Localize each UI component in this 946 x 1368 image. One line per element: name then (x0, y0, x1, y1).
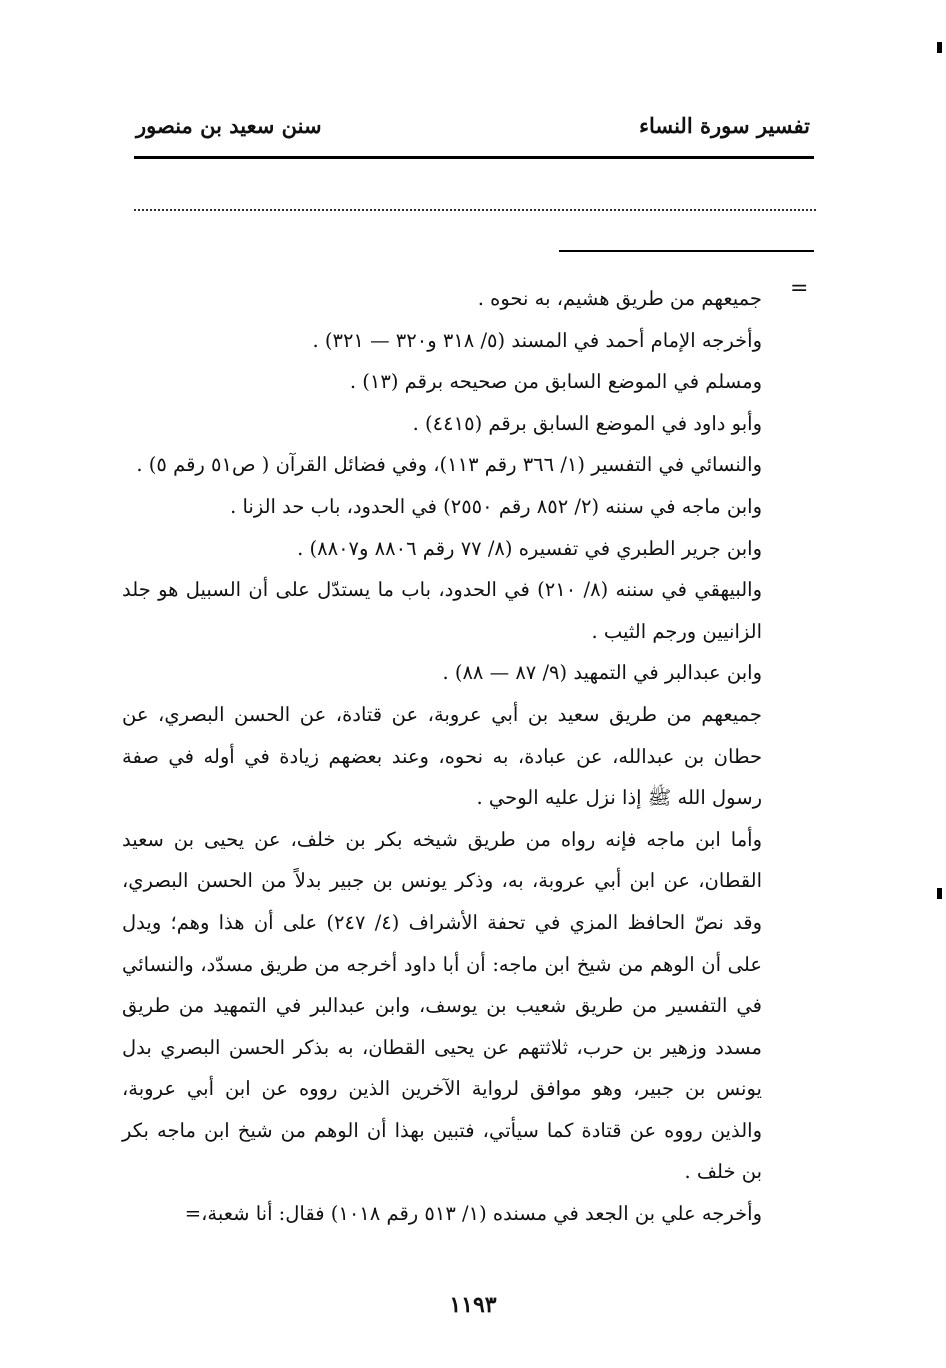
footnote-rule (559, 250, 814, 252)
scan-mark (937, 42, 942, 53)
paragraph: جميعهم من طريق سعيد بن أبي عروبة، عن قتادة، عن الحسن البصري، عن حطان بن عبدالله، عن عبادة، به نحوه، وعند بعضهم زيادة في أوله في صفة رسول الله ﷺ إذا نزل عليه الوحي . (122, 702, 762, 810)
book-title: سنن سعيد بن منصور (136, 113, 322, 138)
paragraph: والبيهقي في سننه (٨/ ٢١٠) في الحدود، باب ما يستدّل على أن السبيل هو جلد الزانيين ورجم الثيب . (122, 578, 762, 643)
scan-mark (937, 888, 942, 899)
paragraph: جميعهم من طريق هشيم، به نحوه . (477, 287, 762, 310)
paragraph: وأبو داود في الموضع السابق برقم (٤٤١٥) . (412, 411, 762, 435)
dotted-separator (134, 209, 816, 211)
paragraph: وأما ابن ماجه فإنه رواه من طريق شيخه بكر بن خلف، عن يحيى بن سعيد القطان، عن ابن أبي عروبة، به، وذكر يونس بن جبير بدلاً من الحسن البصري، وقد نصّ الحافظ المزي في تحفة الأشراف (٤/ ٢٤٧) على أن هذا وهم؛ ويدل على أن الوهم من شيخ ابن ماجه: أن أبا داود أخرجه من طريق مسدّد، والنسائي في التفسير من طريق شعيب بن يوسف، وابن عبدالبر في التمهيد من طريق مسدد وزهير بن حرب، ثلاثتهم عن يحيى القطان، به بذكر الحسن البصري بدل يونس بن جبير، وهو موافق لرواية الآخرين الذين رووه عن ابن أبي عروبة، والذين رووه عن قتادة كما سيأتي، فتبين بهذا أن الوهم من شيخ ابن ماجه بكر بن خلف . (122, 827, 762, 1184)
paragraph: وابن جرير الطبري في تفسيره (٨/ ٧٧ رقم ٨٨٠٦ و٨٨٠٧) . (297, 536, 762, 560)
paragraph: وابن عبدالبر في التمهيد (٩/ ٨٧ — ٨٨) . (442, 661, 762, 685)
paragraph: وأخرجه الإمام أحمد في المسند (٥/ ٣١٨ و٣٢٠ — ٣٢١) . (312, 328, 762, 352)
paragraph: ومسلم في الموضع السابق من صحيحه برقم (١٣) . (349, 370, 762, 394)
header-rule (134, 156, 814, 159)
paragraph: وابن ماجه في سننه (٢/ ٨٥٢ رقم ٢٥٥٠) في الحدود، باب حد الزنا . (230, 494, 762, 518)
paragraph: وأخرجه علي بن الجعد في مسنده (١/ ٥١٣ رقم ١٠١٨) فقال: أنا شعبة،= (184, 1202, 762, 1226)
footnote-continuation-mark: = (790, 276, 809, 301)
footnote-text (122, 278, 762, 1235)
paragraph: والنسائي في التفسير (١/ ٣٦٦ رقم ١١٣)، وفي فضائل القرآن ( ص٥١ رقم ٥) . (136, 453, 762, 477)
page-number: ١١٩٣ (449, 1292, 497, 1318)
surah-title: تفسير سورة النساء (639, 113, 810, 138)
